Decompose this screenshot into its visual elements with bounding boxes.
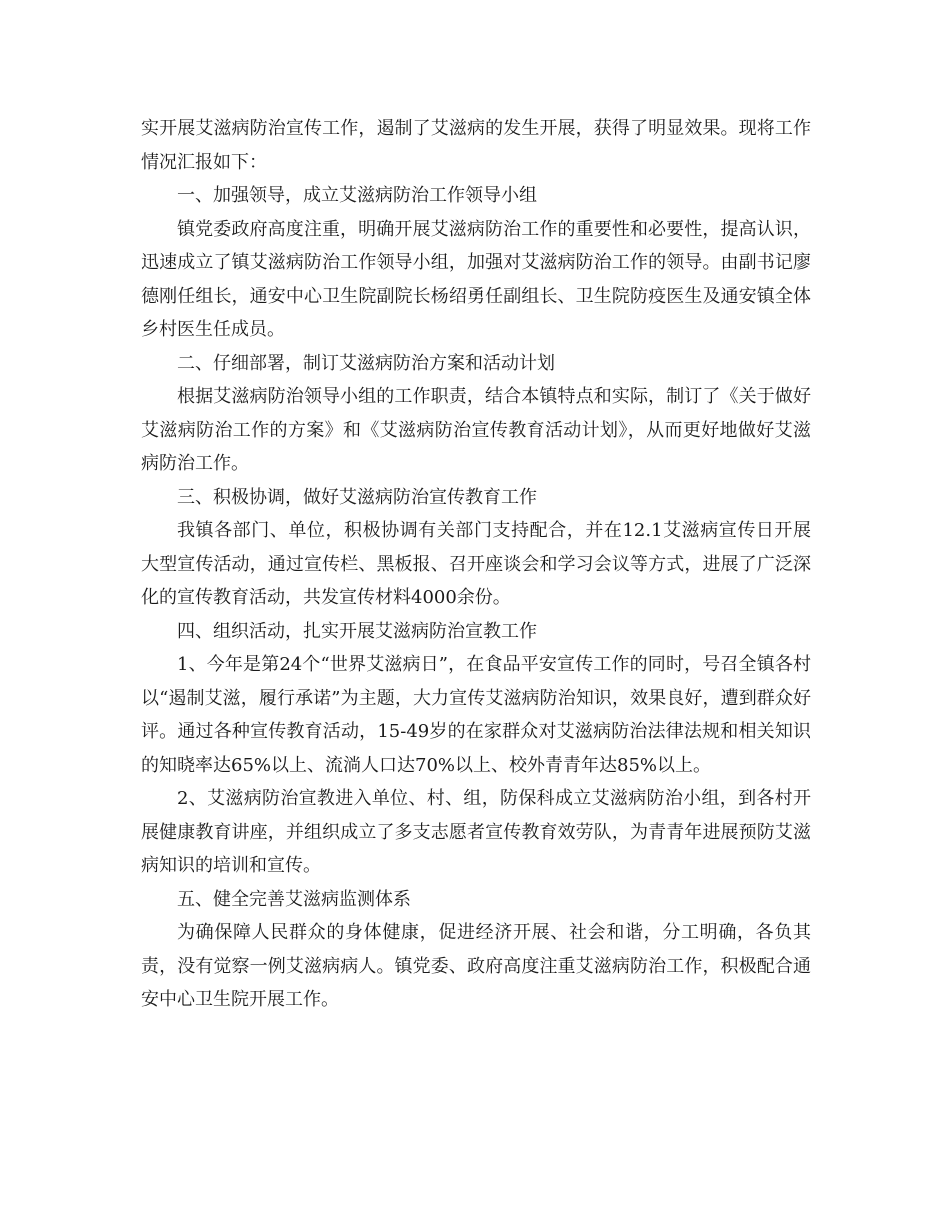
section-heading-1: 一、加强领导，成立艾滋病防治工作领导小组 — [177, 185, 537, 206]
section-heading-2: 二、仔细部署，制订艾滋病防治方案和活动计划 — [177, 352, 555, 374]
intro-paragraph: 实开展艾滋病防治宣传工作，遏制了艾滋病的发生开展，获得了明显效果。现将工作情况汇报如下： — [141, 118, 811, 173]
section-1-paragraph: 镇党委政府高度注重，明确开展艾滋病防治工作的重要性和必要性，提高认识，迅速成立了镇艾滋病防治工作领导小组，加强对艾滋病防治工作的领导。由副书记廖德刚任组长，通安中心卫生院副院长杨绍勇任副组长、卫生院防疫医生及通安镇全体乡村医生任成员。 — [141, 218, 811, 340]
section-heading-4: 四、组织活动，扎实开展艾滋病防治宣教工作 — [177, 620, 537, 642]
section-2-paragraph: 根据艾滋病防治领导小组的工作职责，结合本镇特点和实际，制订了《关于做好艾滋病防治工作的方案》和《艾滋病防治宣传教育活动计划》，从而更好地做好艾滋病防治工作。 — [141, 386, 811, 474]
section-heading-3: 三、积极协调，做好艾滋病防治宣传教育工作 — [177, 486, 537, 508]
document-body — [141, 112, 811, 1017]
section-heading-5: 五、健全完善艾滋病监测体系 — [177, 888, 411, 910]
section-4-item-2: 2、艾滋病防治宣教进入单位、村、组，防保科成立艾滋病防治小组，到各村开展健康教育讲座，并组织成立了多支志愿者宣传教育效劳队，为青青年进展预防艾滋病知识的培训和宣传。 — [141, 788, 811, 876]
section-3-paragraph: 我镇各部门、单位，积极协调有关部门支持配合，并在12.1艾滋病宣传日开展大型宣传活动，通过宣传栏、黑板报、召开座谈会和学习会议等方式，进展了广泛深化的宣传教育活动，共发宣传材料4000余份。 — [141, 520, 811, 608]
section-4-item-1: 1、今年是第24个“世界艾滋病日”，在食品平安宣传工作的同时，号召全镇各村以“遏制艾滋，履行承诺”为主题，大力宣传艾滋病防治知识，效果良好，遭到群众好评。通过各种宣传教育活动，15-49岁的在家群众对艾滋病防治法律法规和相关知识的知晓率达65%以上、流淌人口达70%以上、校外青青年达85%以上。 — [141, 654, 811, 776]
section-5-paragraph: 为确保障人民群众的身体健康，促进经济开展、社会和谐，分工明确，各负其责，没有觉察一例艾滋病病人。镇党委、政府高度注重艾滋病防治工作，积极配合通安中心卫生院开展工作。 — [141, 922, 811, 1010]
